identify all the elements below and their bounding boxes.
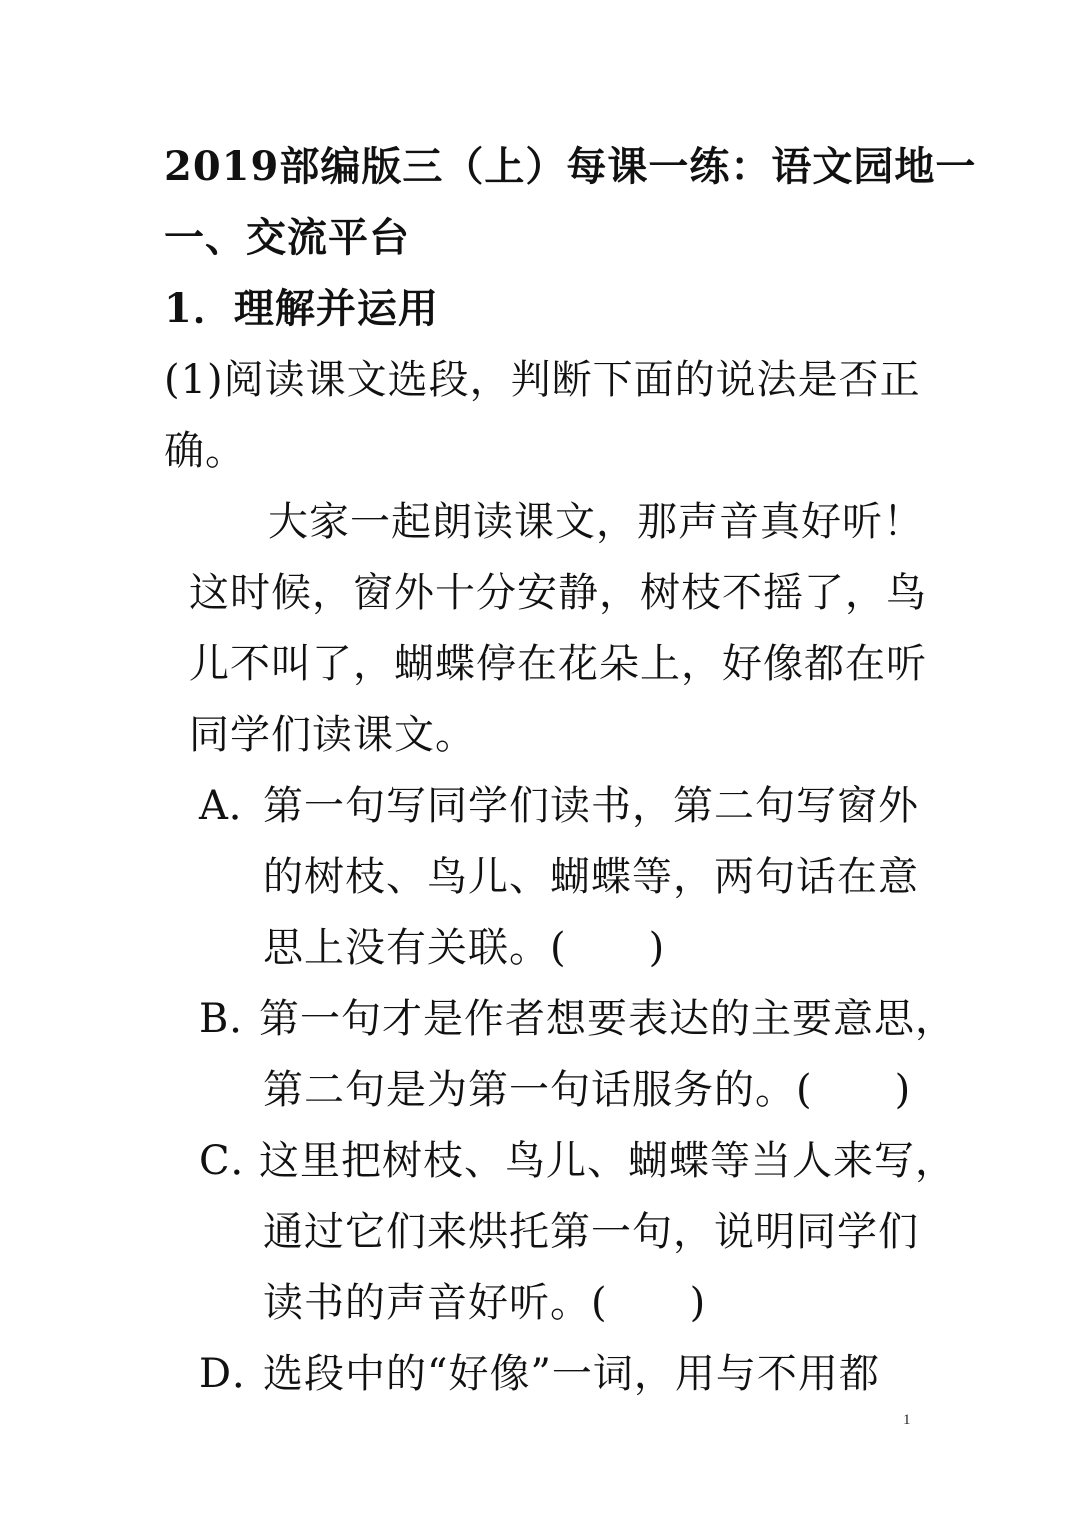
option-b-label: B． — [199, 996, 271, 1042]
passage-line-4: 同学们读课文。 — [189, 712, 476, 758]
document-title: 2019部编版三（上）每课一练：语文园地一 — [164, 143, 977, 190]
option-d-label: D． — [199, 1351, 274, 1397]
question-line-1: (1)阅读课文选段，判断下面的说法是否正 — [164, 357, 921, 403]
page-number: 1 — [903, 1412, 911, 1428]
option-b-line-1: 第一句才是作者想要表达的主要意思， — [259, 996, 956, 1042]
option-a-line-3: 思上没有关联。( ) — [263, 925, 666, 971]
subsection-heading: 1．理解并运用 — [164, 285, 439, 332]
option-c-line-1: 这里把树枝、鸟儿、蝴蝶等当人来写， — [259, 1138, 956, 1184]
option-c-line-2: 通过它们来烘托第一句，说明同学们 — [263, 1209, 919, 1255]
option-c-label: C． — [199, 1138, 272, 1184]
option-a-line-2: 的树枝、鸟儿、蝴蝶等，两句话在意 — [263, 854, 919, 900]
passage-line-1: 大家一起朗读课文，那声音真好听！ — [268, 499, 924, 545]
question-line-2: 确。 — [164, 428, 246, 474]
option-d-line-1: 选段中的“好像”一词，用与不用都 — [263, 1351, 880, 1397]
option-b-line-2: 第二句是为第一句话服务的。( ) — [263, 1067, 912, 1113]
option-a-line-1: 第一句写同学们读书，第二句写窗外 — [263, 783, 919, 829]
passage-line-2: 这时候，窗外十分安静，树枝不摇了，鸟 — [189, 570, 927, 616]
passage-line-3: 儿不叫了，蝴蝶停在花朵上，好像都在听 — [189, 641, 927, 687]
section-heading: 一、交流平台 — [164, 214, 410, 261]
option-a-label: A． — [199, 783, 270, 829]
option-c-line-3: 读书的声音好听。( ) — [263, 1280, 707, 1326]
